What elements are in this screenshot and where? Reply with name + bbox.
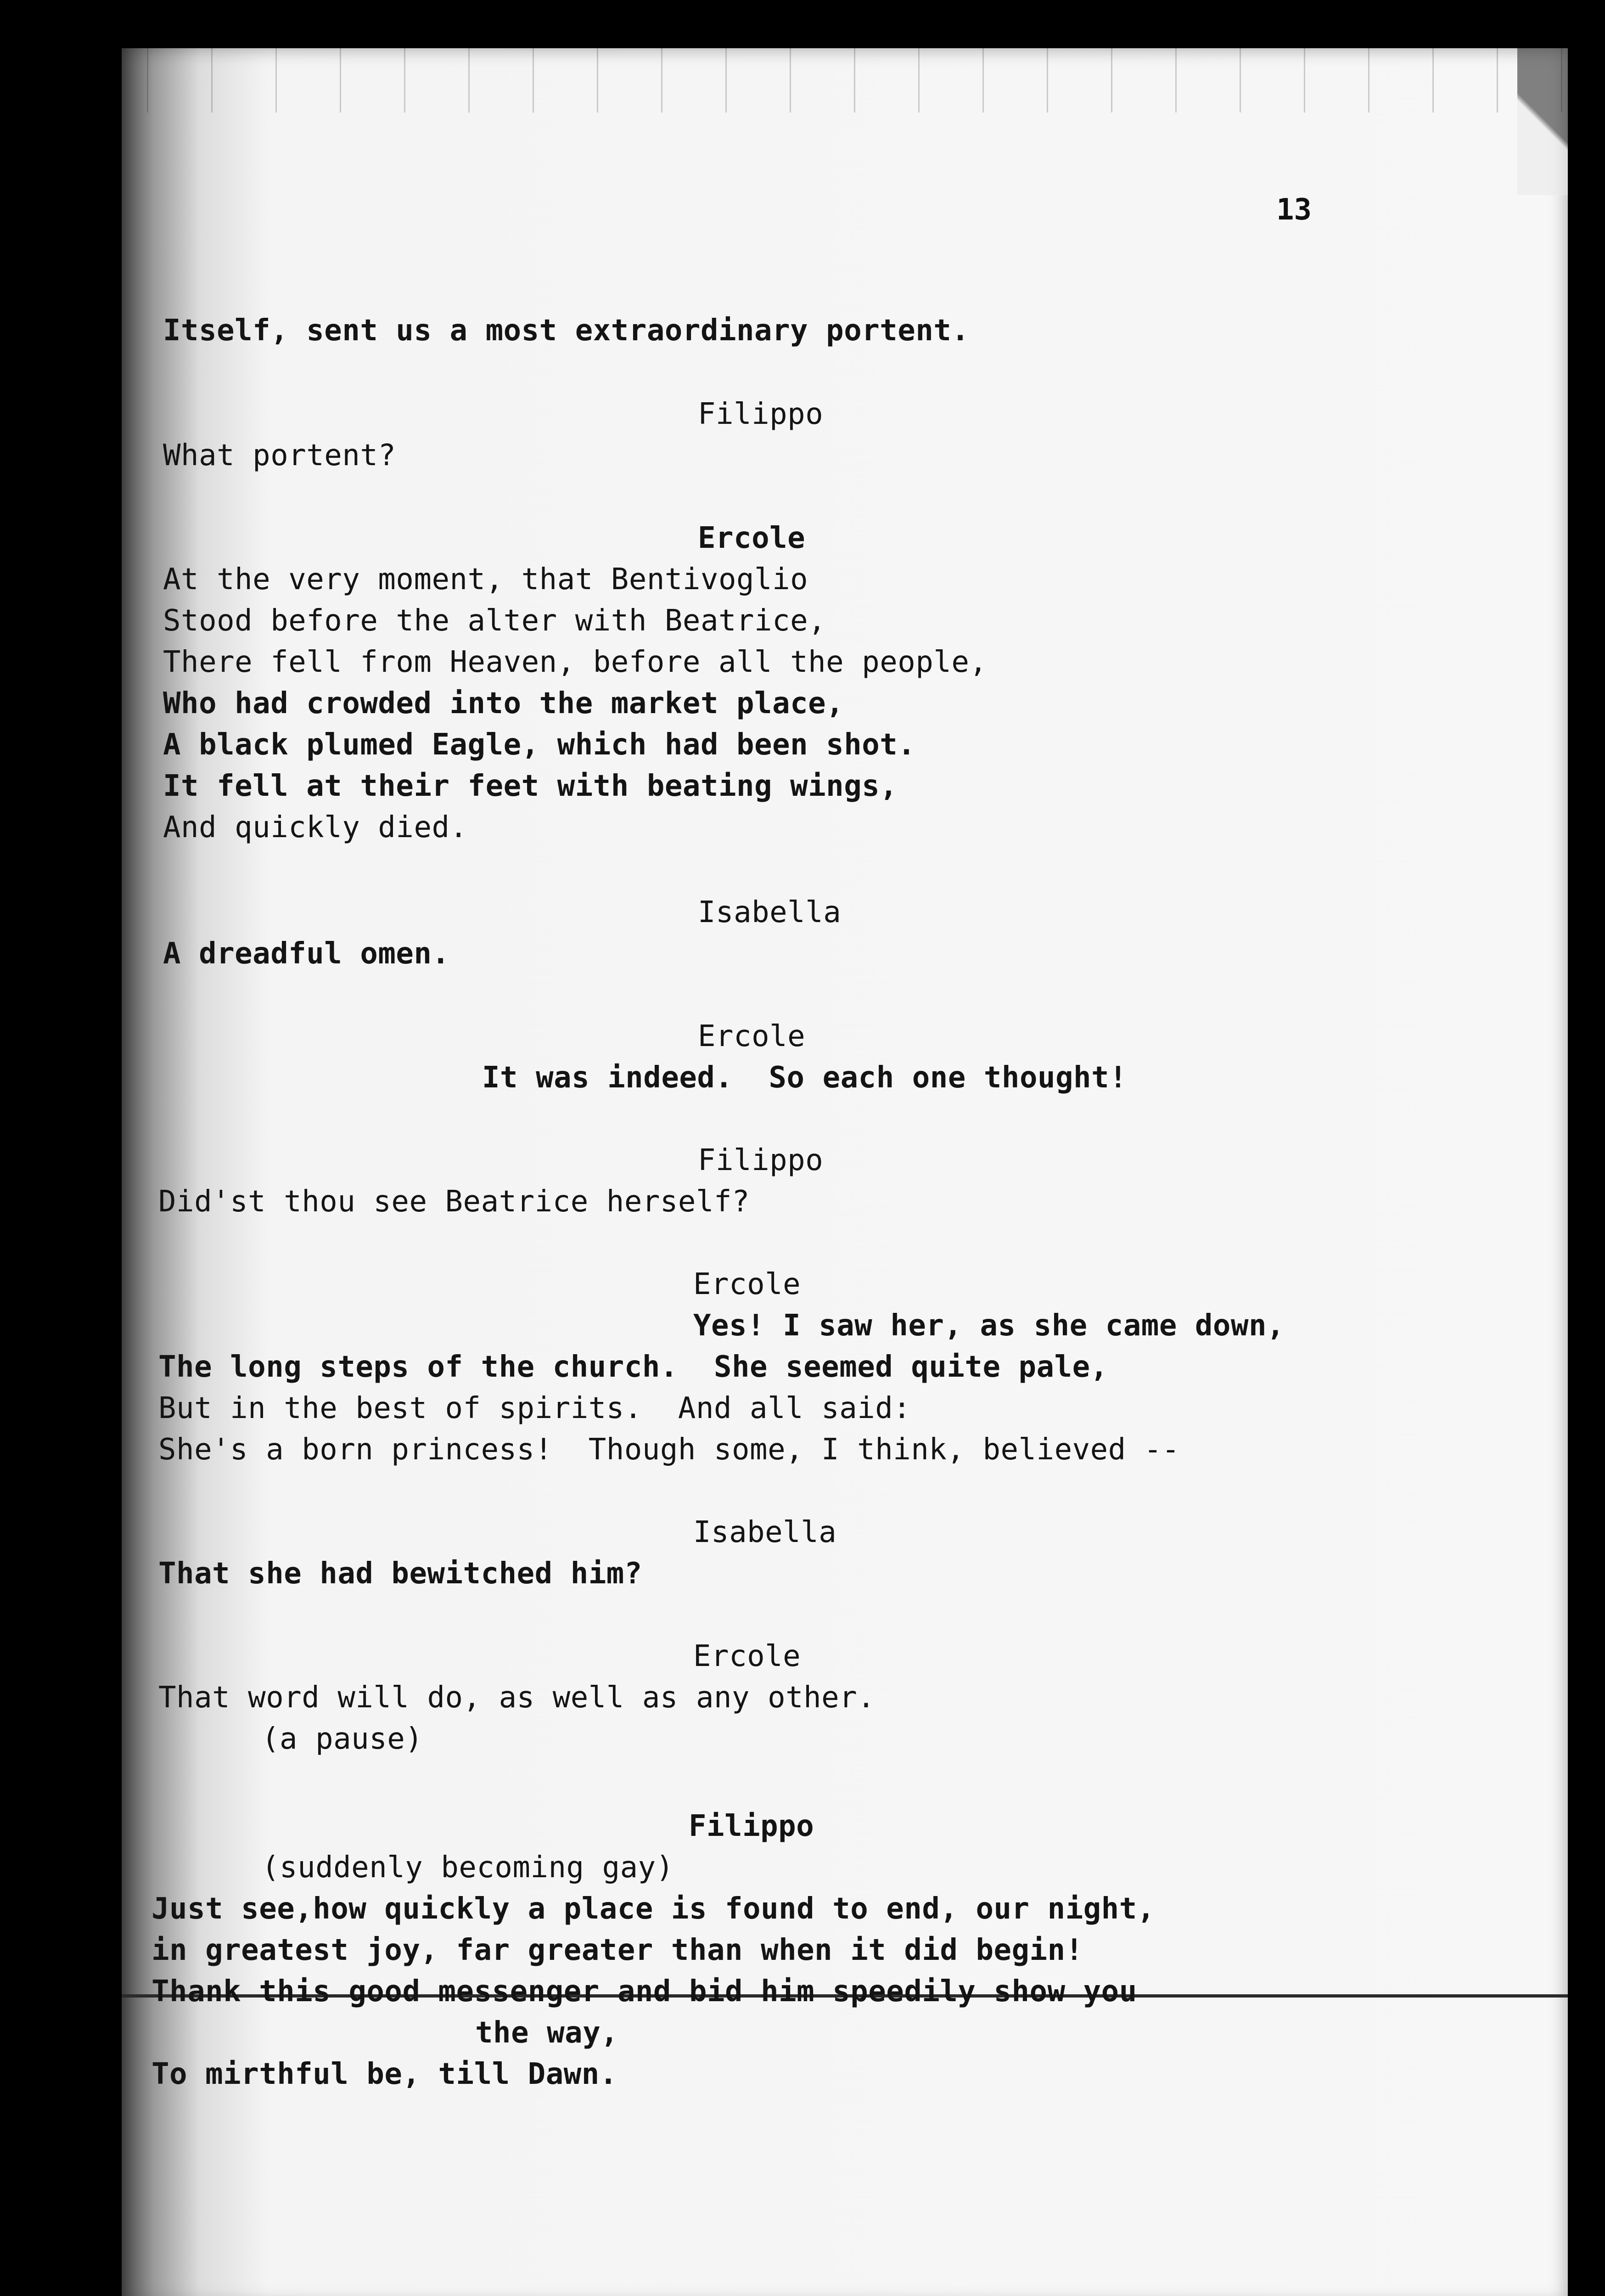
script-line: the way, — [475, 2016, 619, 2050]
script-line: What portent? — [163, 439, 396, 473]
script-line: Itself, sent us a most extraordinary portent. — [163, 314, 970, 348]
script-line: To mirthful be, till Dawn. — [152, 2057, 617, 2091]
script-line: A dreadful omen. — [163, 937, 450, 971]
script-line: Stood before the alter with Beatrice, — [163, 604, 826, 638]
page-corner-shadow — [1517, 48, 1568, 195]
script-line: But in the best of spirits. And all said: — [158, 1391, 911, 1425]
script-line: Yes! I saw her, as she came down, — [693, 1309, 1285, 1343]
speaker-name: Filippo — [689, 1809, 814, 1843]
speaker-name: Ercole — [693, 1267, 801, 1301]
speaker-name: Ercole — [698, 521, 806, 555]
speaker-name: Isabella — [698, 895, 842, 929]
script-line: That she had bewitched him? — [158, 1557, 642, 1591]
speaker-name: Ercole — [698, 1019, 806, 1053]
script-line: There fell from Heaven, before all the people, — [163, 645, 988, 679]
script-line: It fell at their feet with beating wings, — [163, 769, 898, 803]
script-line: A black plumed Eagle, which had been shot. — [163, 728, 916, 762]
script-line: The long steps of the church. She seemed quite pale, — [158, 1350, 1108, 1384]
stage-direction: (suddenly becoming gay) — [262, 1851, 674, 1885]
top-edge-marks — [122, 48, 1568, 113]
script-line: Thank this good messenger and bid him speedily show you — [152, 1975, 1137, 2009]
script-line: Did'st thou see Beatrice herself? — [158, 1185, 750, 1219]
script-line: At the very moment, that Bentivoglio — [163, 563, 808, 597]
script-line: And quickly died. — [163, 810, 468, 844]
speaker-name: Filippo — [698, 397, 824, 431]
script-line: That word will do, as well as any other. — [158, 1681, 875, 1715]
page-number: 13 — [1276, 193, 1312, 227]
script-line: Just see,how quickly a place is found to end, our night, — [152, 1892, 1155, 1926]
speaker-name: Ercole — [693, 1639, 801, 1673]
speaker-name: Filippo — [698, 1143, 824, 1177]
speaker-name: Isabella — [693, 1515, 837, 1549]
stage-direction: (a pause) — [262, 1722, 423, 1756]
script-line: It was indeed. So each one thought! — [482, 1061, 1128, 1095]
script-line: Who had crowded into the market place, — [163, 687, 844, 720]
script-line: She's a born princess! Though some, I think, believed -- — [158, 1433, 1180, 1467]
script-line: in greatest joy, far greater than when it did begin! — [152, 1933, 1083, 1967]
